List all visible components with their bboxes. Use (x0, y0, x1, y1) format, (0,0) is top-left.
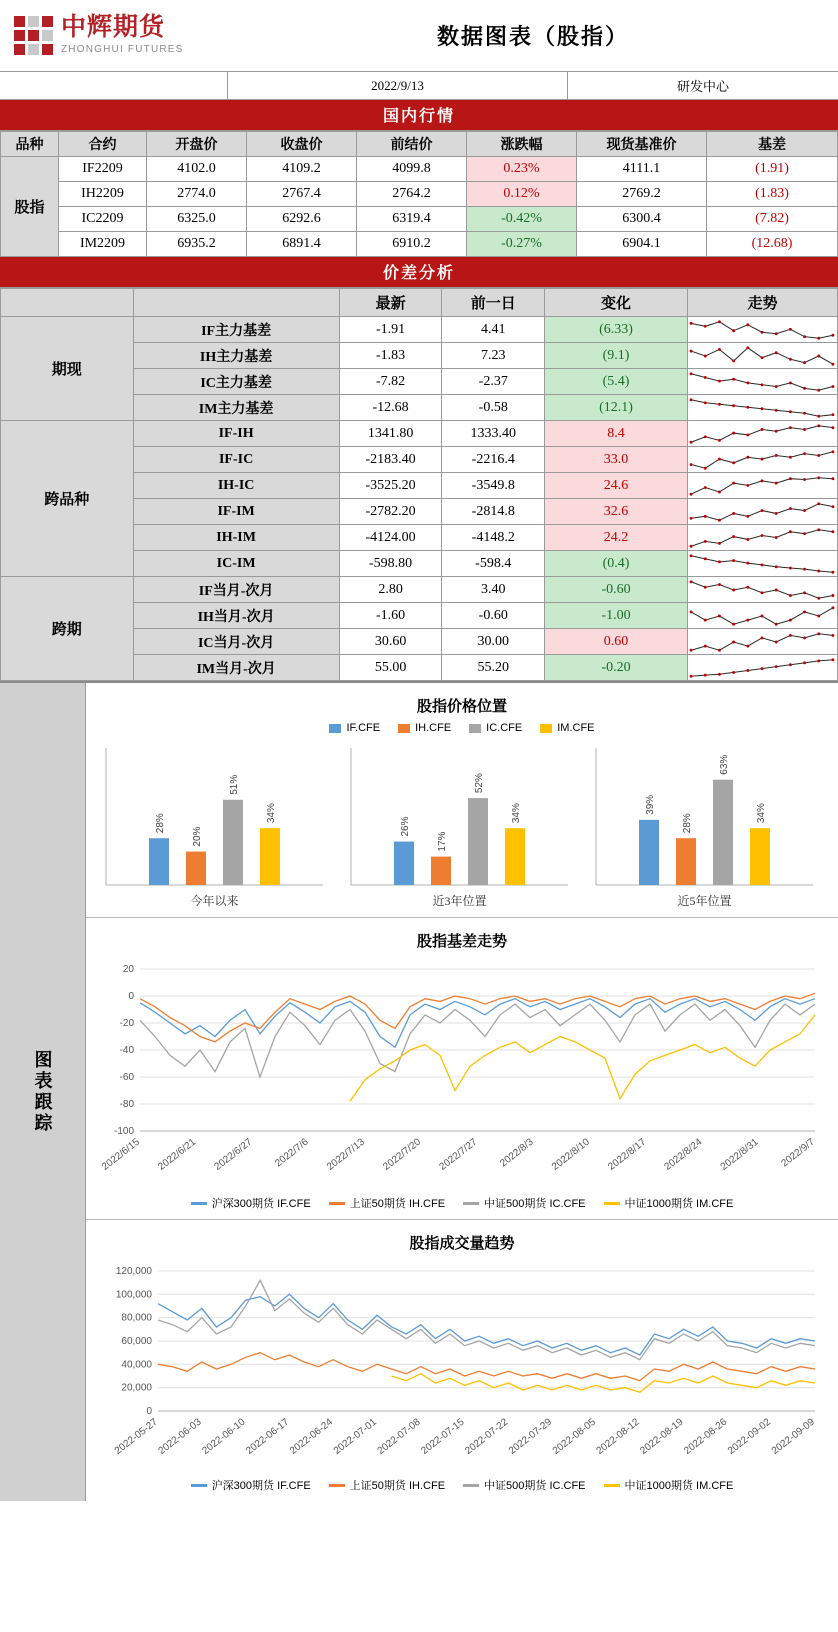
legend-label: 中证500期货 IC.CFE (484, 1480, 586, 1492)
svg-text:2022/7/27: 2022/7/27 (437, 1136, 480, 1173)
prev-cell: 2764.2 (357, 182, 467, 207)
legend-swatch (469, 724, 481, 733)
svg-text:2022/8/31: 2022/8/31 (718, 1136, 761, 1173)
svg-text:2022-08-26: 2022-08-26 (682, 1416, 730, 1457)
svg-text:0: 0 (128, 991, 134, 1002)
charts-section (0, 681, 838, 1501)
spread-sparkline (688, 343, 838, 369)
legend-swatch (398, 724, 410, 733)
svg-text:63%: 63% (719, 754, 730, 775)
legend-swatch (191, 1202, 207, 1205)
svg-text:2022-06-03: 2022-06-03 (156, 1416, 204, 1457)
col-contract: 合约 (59, 132, 147, 157)
svg-text:-100: -100 (113, 1126, 134, 1137)
spread-sparkline (688, 317, 838, 343)
open-cell: 6935.2 (147, 232, 247, 257)
chart2-title: 股指基差走势 (416, 934, 507, 950)
table-header-row (1, 132, 838, 157)
chart2-canvas (92, 957, 832, 1195)
spread-latest: -1.83 (339, 343, 442, 369)
legend-swatch (329, 724, 341, 733)
spread-change: 24.2 (545, 525, 688, 551)
spread-latest: -1.91 (339, 317, 442, 343)
svg-text:2022-07-29: 2022-07-29 (506, 1416, 555, 1457)
spread-table (0, 288, 838, 681)
svg-text:今年以来: 今年以来 (190, 894, 239, 908)
chart1-canvas (92, 738, 832, 913)
svg-text:2022-07-01: 2022-07-01 (331, 1416, 379, 1457)
subheader-blank (0, 72, 228, 99)
open-cell: 6325.0 (147, 207, 247, 232)
legend-label: IC.CFE (486, 722, 523, 734)
spread-change: 24.6 (545, 473, 688, 499)
legend-swatch (463, 1484, 479, 1487)
svg-text:-60: -60 (119, 1072, 134, 1083)
legend-swatch (604, 1484, 620, 1487)
svg-text:-20: -20 (119, 1018, 134, 1029)
spread-change: (9.1) (545, 343, 688, 369)
svg-text:2022-09-02: 2022-09-02 (725, 1416, 774, 1457)
spread-latest: 30.60 (339, 629, 442, 655)
spread-latest: -7.82 (339, 369, 442, 395)
spread-col-group (1, 289, 134, 317)
svg-text:2022/8/17: 2022/8/17 (606, 1136, 649, 1173)
spot-cell: 4111.1 (577, 157, 707, 182)
svg-text:2022/7/20: 2022/7/20 (381, 1136, 424, 1173)
spread-change: 33.0 (545, 447, 688, 473)
spread-change: 32.6 (545, 499, 688, 525)
legend-label: 中证500期货 IC.CFE (484, 1198, 586, 1210)
col-change: 涨跌幅 (467, 132, 577, 157)
spread-sparkline (688, 577, 838, 603)
legend-item (329, 722, 380, 734)
close-cell: 4109.2 (247, 157, 357, 182)
spread-group-label: 跨期 (1, 577, 134, 681)
svg-text:2022-06-10: 2022-06-10 (200, 1416, 248, 1457)
spread-latest: 55.00 (339, 655, 442, 681)
legend-item (604, 1477, 734, 1493)
svg-text:2022/9/7: 2022/9/7 (779, 1136, 817, 1170)
spread-sparkline (688, 447, 838, 473)
spread-sparkline (688, 473, 838, 499)
spread-sparkline (688, 525, 838, 551)
legend-label: 中证1000期货 IM.CFE (624, 1480, 734, 1492)
spread-sparkline (688, 395, 838, 421)
col-close: 收盘价 (247, 132, 357, 157)
svg-text:20: 20 (122, 964, 134, 975)
table-row (1, 182, 838, 207)
svg-text:2022-05-27: 2022-05-27 (112, 1416, 160, 1457)
spread-prev: -598.4 (442, 551, 545, 577)
svg-text:2022/6/21: 2022/6/21 (156, 1136, 199, 1173)
spread-latest: -2782.20 (339, 499, 442, 525)
basis-cell: (1.91) (707, 157, 838, 182)
spot-cell: 6904.1 (577, 232, 707, 257)
svg-text:20,000: 20,000 (121, 1382, 152, 1394)
legend-item (191, 1195, 311, 1211)
spread-row-name: IF-IH (133, 421, 339, 447)
spread-row-name: IF-IC (133, 447, 339, 473)
svg-text:28%: 28% (155, 813, 166, 834)
spread-row-name: IH当月-次月 (133, 603, 339, 629)
svg-text:-40: -40 (119, 1045, 134, 1056)
close-cell: 6292.6 (247, 207, 357, 232)
spread-col-prev: 前一日 (442, 289, 545, 317)
spread-latest: -1.60 (339, 603, 442, 629)
legend-swatch (329, 1202, 345, 1205)
spread-prev: 55.20 (442, 655, 545, 681)
spread-sparkline (688, 421, 838, 447)
svg-text:近3年位置: 近3年位置 (432, 894, 487, 908)
open-cell: 4102.0 (147, 157, 247, 182)
chart1-legend (92, 722, 832, 734)
spread-sparkline (688, 551, 838, 577)
charts-sidebar-label (0, 683, 86, 1501)
legend-item (463, 1477, 585, 1493)
legend-label: IM.CFE (557, 722, 595, 734)
legend-item (329, 1477, 445, 1493)
chart1-title: 股指价格位置 (416, 699, 507, 715)
svg-text:2022-07-22: 2022-07-22 (463, 1416, 511, 1457)
svg-text:2022-08-19: 2022-08-19 (638, 1416, 686, 1457)
spread-group-label: 期现 (1, 317, 134, 421)
spread-row-name: IF主力基差 (133, 317, 339, 343)
table-row (1, 421, 838, 447)
spread-latest: -12.68 (339, 395, 442, 421)
contract-cell: IH2209 (59, 182, 147, 207)
legend-label: IF.CFE (346, 722, 381, 734)
svg-text:52%: 52% (474, 773, 485, 794)
spread-sparkline (688, 603, 838, 629)
svg-text:-80: -80 (119, 1099, 134, 1110)
spread-latest: -4124.00 (339, 525, 442, 551)
close-cell: 2767.4 (247, 182, 357, 207)
spread-change: (6.33) (545, 317, 688, 343)
spread-row-name: IH-IC (133, 473, 339, 499)
prev-cell: 4099.8 (357, 157, 467, 182)
prev-cell: 6319.4 (357, 207, 467, 232)
table-row (1, 207, 838, 232)
spread-prev: -0.60 (442, 603, 545, 629)
svg-text:2022/8/10: 2022/8/10 (550, 1136, 592, 1173)
prev-cell: 6910.2 (357, 232, 467, 257)
chart-basis-trend (86, 918, 838, 1220)
spread-prev: 1333.40 (442, 421, 545, 447)
chart2-legend (92, 1195, 832, 1211)
legend-item (469, 722, 522, 734)
svg-text:100,000: 100,000 (115, 1289, 152, 1301)
svg-text:80,000: 80,000 (121, 1312, 152, 1324)
contract-cell: IF2209 (59, 157, 147, 182)
spread-row-name: IM主力基差 (133, 395, 339, 421)
spread-prev: 7.23 (442, 343, 545, 369)
section-title-spread: 价差分析 (0, 257, 838, 288)
chart3-title: 股指成交量趋势 (409, 1236, 515, 1252)
svg-text:39%: 39% (645, 794, 656, 815)
svg-text:2022/7/6: 2022/7/6 (273, 1136, 311, 1170)
spread-row-name: IF当月-次月 (133, 577, 339, 603)
legend-label: 上证50期货 IH.CFE (349, 1480, 446, 1492)
chart-volume-trend (86, 1220, 838, 1501)
svg-text:26%: 26% (400, 816, 411, 837)
spread-prev: -2216.4 (442, 447, 545, 473)
spread-sparkline (688, 655, 838, 681)
spread-col-trend: 走势 (688, 289, 838, 317)
spread-change: -0.20 (545, 655, 688, 681)
spread-sparkline (688, 499, 838, 525)
spread-group-label: 跨品种 (1, 421, 134, 577)
spread-row-name: IH主力基差 (133, 343, 339, 369)
open-cell: 2774.0 (147, 182, 247, 207)
spread-row-name: IC当月-次月 (133, 629, 339, 655)
svg-text:2022/8/24: 2022/8/24 (662, 1136, 705, 1173)
change-cell: 0.23% (467, 157, 577, 182)
brand-name-cn: 中辉期货 (61, 11, 166, 41)
spread-latest: -3525.20 (339, 473, 442, 499)
spread-prev: -2.37 (442, 369, 545, 395)
basis-cell: (1.83) (707, 182, 838, 207)
svg-text:2022-07-08: 2022-07-08 (375, 1416, 423, 1457)
spread-change: (0.4) (545, 551, 688, 577)
legend-item (604, 1195, 734, 1211)
spread-change: (12.1) (545, 395, 688, 421)
spot-cell: 6300.4 (577, 207, 707, 232)
svg-text:2022/8/3: 2022/8/3 (498, 1136, 536, 1170)
svg-text:17%: 17% (437, 831, 448, 852)
change-cell: -0.42% (467, 207, 577, 232)
svg-text:2022-08-05: 2022-08-05 (550, 1416, 598, 1457)
svg-text:2022-08-12: 2022-08-12 (594, 1416, 642, 1457)
svg-text:2022/6/27: 2022/6/27 (212, 1136, 255, 1173)
brand-name-en: ZHONGHUI FUTURES (61, 44, 184, 56)
table-row (1, 232, 838, 257)
spread-prev: -2814.8 (442, 499, 545, 525)
legend-swatch (191, 1484, 207, 1487)
col-open: 开盘价 (147, 132, 247, 157)
spread-latest: -2183.40 (339, 447, 442, 473)
table-row (1, 577, 838, 603)
chart3-legend (92, 1477, 832, 1493)
charts-label-text: 图表跟踪 (32, 1050, 53, 1134)
spread-change: 0.60 (545, 629, 688, 655)
close-cell: 6891.4 (247, 232, 357, 257)
legend-item (191, 1477, 311, 1493)
change-cell: 0.12% (467, 182, 577, 207)
svg-text:51%: 51% (229, 774, 240, 795)
table-row (1, 317, 838, 343)
contract-cell: IC2209 (59, 207, 147, 232)
spread-header-row (1, 289, 838, 317)
report-subheader (0, 72, 838, 100)
spread-row-name: IM当月-次月 (133, 655, 339, 681)
spread-latest: 1341.80 (339, 421, 442, 447)
spread-sparkline (688, 629, 838, 655)
legend-swatch (329, 1484, 345, 1487)
market-group-label: 股指 (1, 157, 59, 257)
spread-row-name: IC主力基差 (133, 369, 339, 395)
spread-col-latest: 最新 (339, 289, 442, 317)
svg-text:40,000: 40,000 (121, 1359, 152, 1371)
spread-sparkline (688, 369, 838, 395)
legend-label: 沪深300期货 IF.CFE (211, 1198, 311, 1210)
spread-col-name (133, 289, 339, 317)
market-table (0, 131, 838, 257)
spot-cell: 2769.2 (577, 182, 707, 207)
legend-label: IH.CFE (415, 722, 452, 734)
legend-item (463, 1195, 585, 1211)
svg-text:120,000: 120,000 (115, 1266, 152, 1277)
svg-text:近5年位置: 近5年位置 (677, 894, 732, 908)
svg-text:2022-06-17: 2022-06-17 (244, 1416, 292, 1457)
svg-text:34%: 34% (511, 803, 522, 824)
spread-prev: 30.00 (442, 629, 545, 655)
col-basis: 基差 (707, 132, 838, 157)
contract-cell: IM2209 (59, 232, 147, 257)
svg-text:20%: 20% (192, 826, 203, 847)
legend-label: 上证50期货 IH.CFE (349, 1198, 446, 1210)
section-title-market: 国内行情 (0, 100, 838, 131)
svg-text:28%: 28% (682, 813, 693, 834)
svg-text:2022/6/15: 2022/6/15 (100, 1136, 142, 1173)
logo-grid-icon (14, 16, 53, 55)
legend-item (540, 722, 594, 734)
legend-swatch (463, 1202, 479, 1205)
spread-prev: 3.40 (442, 577, 545, 603)
change-cell: -0.27% (467, 232, 577, 257)
spread-change: -0.60 (545, 577, 688, 603)
spread-prev: -4148.2 (442, 525, 545, 551)
spread-col-change: 变化 (545, 289, 688, 317)
spread-change: 8.4 (545, 421, 688, 447)
spread-change: -1.00 (545, 603, 688, 629)
spread-row-name: IH-IM (133, 525, 339, 551)
spread-row-name: IF-IM (133, 499, 339, 525)
svg-text:2022-07-15: 2022-07-15 (419, 1416, 467, 1457)
svg-text:0: 0 (146, 1406, 152, 1417)
chart3-canvas (92, 1259, 832, 1477)
legend-swatch (604, 1202, 620, 1205)
legend-swatch (540, 724, 552, 733)
svg-text:2022/7/13: 2022/7/13 (325, 1136, 367, 1173)
svg-text:2022-09-09: 2022-09-09 (769, 1416, 817, 1457)
table-row (1, 157, 838, 182)
svg-text:34%: 34% (266, 803, 277, 824)
legend-item (329, 1195, 445, 1211)
chart-price-position (86, 683, 838, 918)
legend-item (398, 722, 451, 734)
report-header (0, 0, 838, 72)
col-spot: 现货基准价 (577, 132, 707, 157)
spread-prev: 4.41 (442, 317, 545, 343)
spread-prev: -0.58 (442, 395, 545, 421)
legend-label: 中证1000期货 IM.CFE (624, 1198, 734, 1210)
legend-label: 沪深300期货 IF.CFE (211, 1480, 311, 1492)
spread-row-name: IC-IM (133, 551, 339, 577)
spread-latest: -598.80 (339, 551, 442, 577)
brand-logo (0, 0, 228, 71)
svg-text:60,000: 60,000 (121, 1336, 152, 1347)
svg-text:2022-06-24: 2022-06-24 (287, 1416, 336, 1457)
spread-change: (5.4) (545, 369, 688, 395)
basis-cell: (12.68) (707, 232, 838, 257)
report-department: 研发中心 (676, 79, 729, 94)
spread-latest: 2.80 (339, 577, 442, 603)
page-title: 数据图表（股指） (436, 24, 629, 49)
spread-prev: -3549.8 (442, 473, 545, 499)
svg-text:34%: 34% (756, 803, 767, 824)
report-date: 2022/9/13 (228, 72, 568, 99)
basis-cell: (7.82) (707, 207, 838, 232)
col-variety: 品种 (1, 132, 59, 157)
col-prev: 前结价 (357, 132, 467, 157)
